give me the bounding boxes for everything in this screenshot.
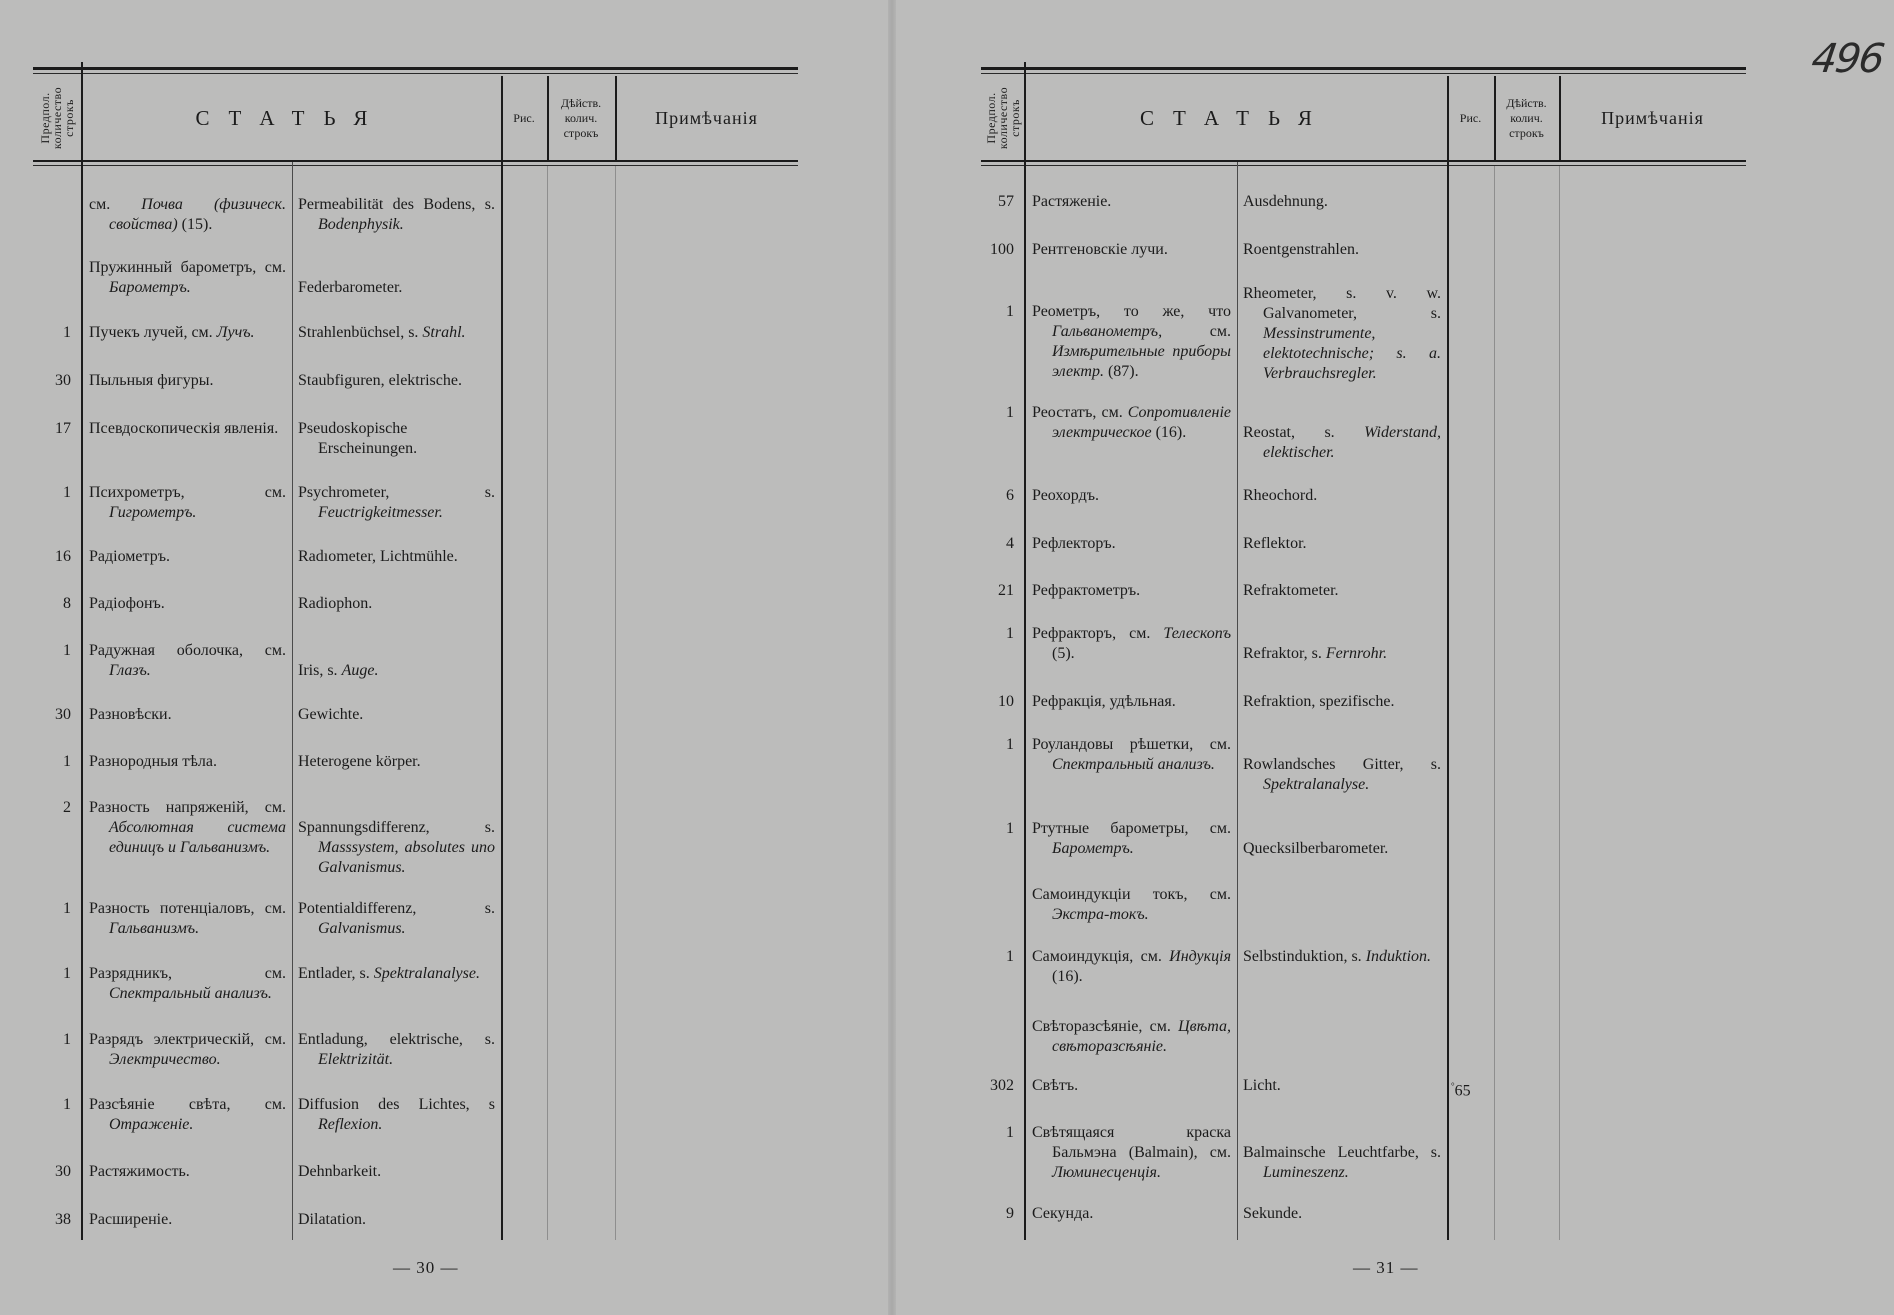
line-count: 1 <box>1006 820 1014 837</box>
term-text: Разсѣяніе свѣта, см. <box>89 1096 286 1113</box>
cross-reference: Feuctrigkeitmesser. <box>318 504 443 521</box>
cross-reference: Strahl. <box>422 324 466 341</box>
column-divider <box>81 62 83 1240</box>
column-divider <box>1447 76 1449 1240</box>
page-number: — 30 — <box>393 1258 459 1277</box>
german-term <box>1243 947 1441 967</box>
line-count: 1 <box>1006 736 1014 753</box>
column-divider <box>292 162 293 1240</box>
header-article-column: СТАТЬЯ <box>1140 105 1331 130</box>
line-count: 6 <box>1006 487 1014 504</box>
russian-term <box>89 258 286 298</box>
line-count: 100 <box>990 241 1014 258</box>
header-count-label: Предпол. количество строкъ <box>983 86 1022 150</box>
cross-reference: Барометръ. <box>109 279 191 296</box>
russian-term <box>1032 534 1231 554</box>
header-figure-column: Рис. <box>513 110 535 125</box>
handwritten-page-annotation: 496 <box>1808 36 1886 82</box>
german-term <box>298 323 495 343</box>
term-text: Iris, s. <box>298 662 342 679</box>
cross-reference: Гальванометръ, <box>1052 323 1163 340</box>
russian-term <box>1032 1204 1231 1224</box>
table-rule <box>981 165 1746 166</box>
header-actual-count-column <box>1494 76 1559 160</box>
russian-term <box>89 641 286 681</box>
cross-reference: Induktion. <box>1365 948 1432 965</box>
line-count: 1 <box>63 753 71 770</box>
term-text: Dilatation. <box>298 1211 366 1228</box>
cross-reference: Galvanismus. <box>318 920 406 937</box>
term-text: Самоиндукція, см. <box>1032 948 1170 965</box>
term-text: (16). <box>1151 424 1187 441</box>
cross-reference: Сопротивленіе электрическое <box>1052 404 1231 441</box>
term-text: Роуландовы рѣшетки, см. <box>1032 736 1231 753</box>
term-text: Rheochord. <box>1243 487 1318 504</box>
line-count: 2 <box>63 799 71 816</box>
term-text: Разнородныя тѣла. <box>89 753 217 770</box>
russian-term <box>89 547 286 567</box>
term-text: Licht. <box>1243 1077 1281 1094</box>
russian-term <box>89 483 286 523</box>
line-count: 1 <box>1006 625 1014 642</box>
figure-count <box>1451 1076 1471 1101</box>
term-text: Рефрактометръ. <box>1032 582 1141 599</box>
term-text: Радужная оболочка, см. <box>89 642 286 659</box>
german-term <box>298 195 495 235</box>
german-term <box>298 1210 495 1230</box>
term-text: Свѣторазсѣяніе, см. <box>1032 1018 1179 1035</box>
term-text: Расширеніе. <box>89 1211 173 1228</box>
russian-term <box>89 752 286 772</box>
russian-term <box>1032 624 1231 664</box>
term-text: Federbarometer. <box>298 279 403 296</box>
cross-reference: Lumineszenz. <box>1263 1164 1349 1181</box>
german-term <box>1243 1143 1441 1183</box>
term-text: Реохордъ. <box>1032 487 1099 504</box>
table-rule <box>33 160 798 162</box>
russian-term <box>1032 403 1231 443</box>
header-count-column <box>33 76 81 160</box>
term-text: Roentgenstrahlen. <box>1243 241 1359 258</box>
table-rule <box>981 160 1746 162</box>
german-term <box>298 419 495 459</box>
cross-reference: Электричество. <box>109 1051 221 1068</box>
german-term <box>298 371 495 391</box>
line-count: 38 <box>55 1211 71 1228</box>
line-count: 1 <box>1006 404 1014 421</box>
term-text: Refraktometer. <box>1243 582 1339 599</box>
header-actual-count-label: Дѣйств. <box>1506 95 1547 110</box>
term-text: см. <box>1162 323 1231 340</box>
russian-term <box>1032 885 1231 925</box>
russian-term <box>89 1095 286 1135</box>
term-text: Разность потенціаловъ, см. <box>89 900 286 917</box>
term-text: Sekunde. <box>1243 1205 1303 1222</box>
russian-term <box>1032 1076 1231 1096</box>
book-gutter <box>888 0 896 1315</box>
cross-reference: Отраженіе. <box>109 1116 194 1133</box>
cross-reference: Bodenphysik. <box>318 216 404 233</box>
cross-reference: Абсолютная система единицъ и Гальванизмъ. <box>109 819 286 856</box>
term-text: Diffusion des Lichtes, s <box>298 1096 495 1113</box>
german-term <box>298 547 495 567</box>
term-text: Radıometer, Lichtmühle. <box>298 548 458 565</box>
german-term <box>298 1095 495 1135</box>
column-divider <box>615 166 616 1240</box>
term-text: Реостатъ, см. <box>1032 404 1128 421</box>
german-term <box>1243 284 1441 384</box>
line-count: 9 <box>1006 1205 1014 1222</box>
cross-reference: Спектральный анализъ. <box>109 985 272 1002</box>
russian-term <box>89 419 286 439</box>
line-count: 21 <box>998 582 1014 599</box>
cross-reference: Elektrizität. <box>318 1051 394 1068</box>
term-text: Spannungsdifferenz, s. <box>298 819 495 836</box>
term-text: Реометръ, то же, что <box>1032 303 1231 320</box>
header-actual-count-label: Дѣйств. <box>560 95 602 110</box>
term-text: Refraktor, s. <box>1243 645 1326 662</box>
line-count: 8 <box>63 595 71 612</box>
header-article-column: СТАТЬЯ <box>195 105 387 130</box>
cross-reference: Экстра-токъ. <box>1052 906 1149 923</box>
term-text: Gewichte. <box>298 706 364 723</box>
cross-reference: Spektralanalyse. <box>373 965 480 982</box>
term-text: (15). <box>177 216 213 233</box>
cross-reference: Почва (физическ. свойства) <box>109 196 286 233</box>
line-count: 1 <box>63 642 71 659</box>
german-term <box>298 483 495 523</box>
russian-term <box>1032 302 1231 382</box>
term-text: Rowlandsches Gitter, s. <box>1243 756 1441 773</box>
line-count: 4 <box>1006 535 1014 552</box>
german-term <box>298 752 495 772</box>
term-text: Разрядъ электрическій, см. <box>89 1031 286 1048</box>
cross-reference: Reflexion. <box>318 1116 383 1133</box>
header-notes-column: Примѣчанія <box>1601 107 1704 128</box>
term-text: Псевдоскопическія явленія. <box>89 420 279 437</box>
cross-reference: Лучъ. <box>216 324 255 341</box>
line-count: 1 <box>63 900 71 917</box>
header-actual-count-column <box>547 76 615 160</box>
russian-term <box>1032 947 1231 987</box>
russian-term <box>1032 240 1231 260</box>
german-term <box>1243 839 1441 859</box>
russian-term <box>89 1210 286 1230</box>
term-text: Reostat, s. <box>1243 424 1365 441</box>
line-count: 17 <box>55 420 71 437</box>
term-text: Psychrometer, s. <box>298 484 495 501</box>
term-text: Разность напряженій, см. <box>89 799 286 816</box>
line-count: 30 <box>55 706 71 723</box>
german-term <box>1243 755 1441 795</box>
russian-term <box>89 594 286 614</box>
term-text: Quecksilberbarometer. <box>1243 840 1389 857</box>
term-text: Potentialdifferenz, s. <box>298 900 495 917</box>
cross-reference: Глазъ. <box>109 662 151 679</box>
term-text: Entladung, elektrische, s. <box>298 1031 495 1048</box>
line-count: 16 <box>55 548 71 565</box>
russian-term <box>89 1162 286 1182</box>
term-text: Самоиндукціи токъ, см. <box>1032 886 1231 903</box>
term-text: Balmainsche Leuchtfarbe, s. <box>1243 1144 1441 1161</box>
russian-term <box>89 195 286 235</box>
line-count: 1 <box>63 324 71 341</box>
russian-term <box>1032 735 1231 775</box>
russian-term <box>1032 1017 1231 1057</box>
cross-reference: Барометръ. <box>1052 840 1134 857</box>
term-text: Растяжимость. <box>89 1163 190 1180</box>
term-text: Секунда. <box>1032 1205 1094 1222</box>
term-text: Растяженіе. <box>1032 193 1112 210</box>
column-divider <box>1494 166 1495 1240</box>
cross-reference: Fernrohr. <box>1325 645 1388 662</box>
german-term <box>1243 692 1441 712</box>
german-term <box>298 594 495 614</box>
table-rule <box>33 73 798 74</box>
german-term <box>1243 1076 1441 1096</box>
term-text: Entlader, s. <box>298 965 374 982</box>
term-text: Пыльныя фигуры. <box>89 372 214 389</box>
term-text: Рефлекторъ. <box>1032 535 1116 552</box>
cross-reference: Измѣрительные приборы электр. <box>1052 343 1231 380</box>
header-actual-count-label: колич. <box>564 110 598 125</box>
term-text: Психрометръ, см. <box>89 484 286 501</box>
term-text: Staubfiguren, elektrische. <box>298 372 462 389</box>
german-term <box>298 899 495 939</box>
term-text: Радіометръ. <box>89 548 170 565</box>
term-text: Рефракторъ, см. <box>1032 625 1164 642</box>
table-rule <box>33 165 798 166</box>
german-term <box>298 1162 495 1182</box>
cross-reference: Телескопъ <box>1163 625 1231 642</box>
table-rule <box>981 67 1746 70</box>
line-count: 30 <box>55 1163 71 1180</box>
cross-reference: Spektralanalyse. <box>1263 776 1370 793</box>
cross-reference: Люминесценція. <box>1052 1164 1161 1181</box>
table-rule <box>981 73 1746 74</box>
cross-reference: Widerstand, elektischer. <box>1263 424 1441 461</box>
line-count: 302 <box>990 1077 1014 1094</box>
cross-reference: Гальванизмъ. <box>109 920 200 937</box>
header-actual-count-label: строкъ <box>1509 125 1544 140</box>
german-term <box>1243 644 1441 664</box>
german-term <box>1243 486 1441 506</box>
russian-term <box>89 899 286 939</box>
page-number: — 31 — <box>1353 1258 1419 1277</box>
cross-reference: Гигрометръ. <box>109 504 197 521</box>
table-rule <box>33 67 798 70</box>
term-text: Strahlenbüchsel, s. <box>298 324 423 341</box>
german-term <box>1243 1204 1441 1224</box>
column-divider <box>501 76 503 1240</box>
line-count: 1 <box>63 1031 71 1048</box>
russian-term <box>1032 581 1231 601</box>
russian-term <box>89 1030 286 1070</box>
russian-term <box>89 964 286 1004</box>
russian-term <box>89 371 286 391</box>
term-text: Свѣтящаяся краска Бальмэна (Balmain), см. <box>1032 1124 1231 1161</box>
term-text: Ртутные барометры, см. <box>1032 820 1231 837</box>
cross-reference: Masssystem, absolutes uno Galvanismus. <box>318 839 495 876</box>
russian-term <box>89 705 286 725</box>
term-text: Разновѣски. <box>89 706 172 723</box>
russian-term <box>89 798 286 858</box>
line-count: 1 <box>63 484 71 501</box>
term-text: Refraktion, spezifische. <box>1243 693 1395 710</box>
cross-reference: Спектральный анализъ. <box>1052 756 1215 773</box>
term-text: Рентгеновскіе лучи. <box>1032 241 1168 258</box>
header-count-label: Предпол. количество строкъ <box>38 86 76 150</box>
header-notes-column: Примѣчанія <box>655 107 758 128</box>
german-term <box>298 705 495 725</box>
german-term <box>298 661 495 681</box>
cross-reference: Индукція <box>1169 948 1231 965</box>
term-text: см. <box>89 196 142 213</box>
line-count: 57 <box>998 193 1014 210</box>
header-actual-count-label: колич. <box>1510 110 1543 125</box>
term-text: (87). <box>1103 363 1139 380</box>
cross-reference: Цвѣта, свѣторазсѣяніе. <box>1052 1018 1231 1055</box>
header-figure-column: Рис. <box>1459 110 1482 125</box>
line-count: 30 <box>55 372 71 389</box>
german-term <box>1243 192 1441 212</box>
line-count: 10 <box>998 693 1014 710</box>
term-text: Permeabilität des Bodens, s. <box>298 196 495 213</box>
term-text: Свѣтъ. <box>1032 1077 1079 1094</box>
column-divider <box>1237 162 1238 1240</box>
term-text: Пружинный барометръ, см. <box>89 259 286 276</box>
term-text: Heterogene körper. <box>298 753 421 770</box>
cross-reference: Messinstrumente, elektotechnische; s. a. Verbrauchsregler. <box>1263 325 1441 382</box>
column-divider <box>547 166 548 1240</box>
russian-term <box>1032 486 1231 506</box>
line-count: 1 <box>63 1096 71 1113</box>
cross-reference: Auge. <box>341 662 379 679</box>
header-count-column <box>981 76 1024 160</box>
term-text: Разрядникъ, см. <box>89 965 286 982</box>
figure-value: 65 <box>1454 1082 1471 1100</box>
german-term <box>1243 534 1441 554</box>
term-text: Selbstinduktion, s. <box>1243 948 1366 965</box>
term-text: Dehnbarkeit. <box>298 1163 382 1180</box>
term-text: Радіофонъ. <box>89 595 165 612</box>
column-divider <box>1024 62 1026 1240</box>
german-term <box>1243 240 1441 260</box>
russian-term <box>1032 819 1231 859</box>
line-count: 1 <box>1006 948 1014 965</box>
german-term <box>298 964 495 984</box>
russian-term <box>89 323 286 343</box>
term-text: Рефракція, удѣльная. <box>1032 693 1176 710</box>
german-term <box>1243 423 1441 463</box>
term-text: Reflektor. <box>1243 535 1307 552</box>
page-30 <box>33 0 798 1315</box>
line-count: 1 <box>1006 1124 1014 1141</box>
german-term <box>298 278 495 298</box>
line-count: 1 <box>63 965 71 982</box>
german-term <box>298 1030 495 1070</box>
term-text: (5). <box>1052 645 1075 662</box>
term-text: Rheometer, s. v. w. Galvanometer, s. <box>1243 285 1441 322</box>
header-actual-count-label: строкъ <box>563 125 599 140</box>
term-text: Radiophon. <box>298 595 373 612</box>
column-divider <box>1559 166 1560 1240</box>
russian-term <box>1032 692 1231 712</box>
term-text: Ausdehnung. <box>1243 193 1328 210</box>
german-term <box>1243 581 1441 601</box>
term-text: Пучекъ лучей, см. <box>89 324 217 341</box>
russian-term <box>1032 192 1231 212</box>
german-term <box>298 818 495 878</box>
term-text: (16). <box>1052 968 1083 985</box>
page-31 <box>981 0 1746 1315</box>
line-count: 1 <box>1006 303 1014 320</box>
russian-term <box>1032 1123 1231 1183</box>
figure-marker: ° <box>1451 1081 1455 1091</box>
term-text: Pseudoskopische Erscheinungen. <box>298 420 418 457</box>
